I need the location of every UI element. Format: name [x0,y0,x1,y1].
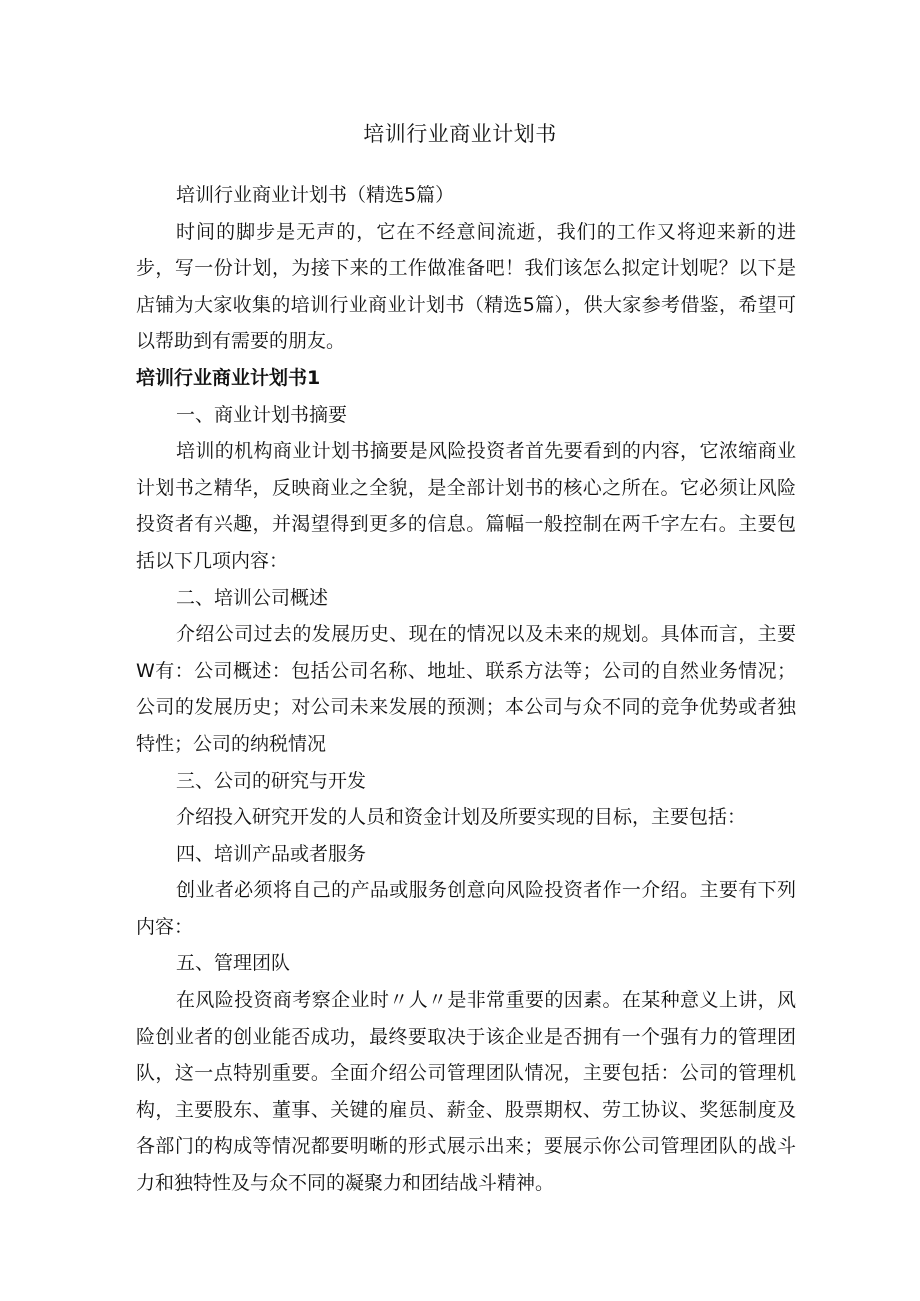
paragraph-team: 在风险投资商考察企业时〃人〃是非常重要的因素。在某种意义上讲，风险创业者的创业能否成功，最终要取决于该企业是否拥有一个强有力的管理团队，这一点特别重要。全面介绍公司管理团队情况，主要包括：公司的管理机构，主要股东、董事、关键的雇员、薪金、股票期权、劳工协议、奖惩制度及各部门的构成等情况都要明晰的形式展示出来；要展示你公司管理团队的战斗力和独特性及与众不同的凝聚力和团结战斗精神。 [136,989,796,1195]
paragraph-research: 介绍投入研究开发的人员和资金计划及所要实现的目标，主要包括： [176,806,747,829]
document-title: 培训行业商业计划书 [363,122,557,146]
heading-summary: 一、商业计划书摘要 [176,403,348,426]
paragraph-summary: 培训的机构商业计划书摘要是风险投资者首先要看到的内容，它浓缩商业计划书之精华，反映商业之全貌，是全部计划书的核心之所在。它必须让风险投资者有兴趣，并渴望得到更多的信息。篇幅一般控制在两千字左右。主要包括以下几项内容： [136,440,796,572]
heading-products: 四、培训产品或者服务 [176,842,367,865]
document-body [136,177,796,1202]
heading-team: 五、管理团队 [176,952,291,975]
heading-company-overview: 二、培训公司概述 [176,586,329,609]
subtitle: 培训行业商业计划书（精选5篇） [176,184,455,206]
paragraph-products: 创业者必须将自己的产品或服务创意向风险投资者作一介绍。主要有下列内容： [136,879,796,938]
intro-paragraph: 时间的脚步是无声的，它在不经意间流逝，我们的工作又将迎来新的进步，写一份计划，为接下来的工作做准备吧！我们该怎么拟定计划呢？以下是店铺为大家收集的培训行业商业计划书（精选5篇），供大家参考借鉴，希望可以帮助到有需要的朋友。 [136,220,796,353]
section-heading-1: 培训行业商业计划书1 [136,366,321,389]
paragraph-company-overview: 介绍公司过去的发展历史、现在的情况以及未来的规划。具体而言，主要W有：公司概述：包括公司名称、地址、联系方法等；公司的自然业务情况；公司的发展历史；对公司未来发展的预测；本公司与众不同的竞争优势或者独特性；公司的纳税情况 [136,623,796,755]
heading-research: 三、公司的研究与开发 [176,769,367,792]
